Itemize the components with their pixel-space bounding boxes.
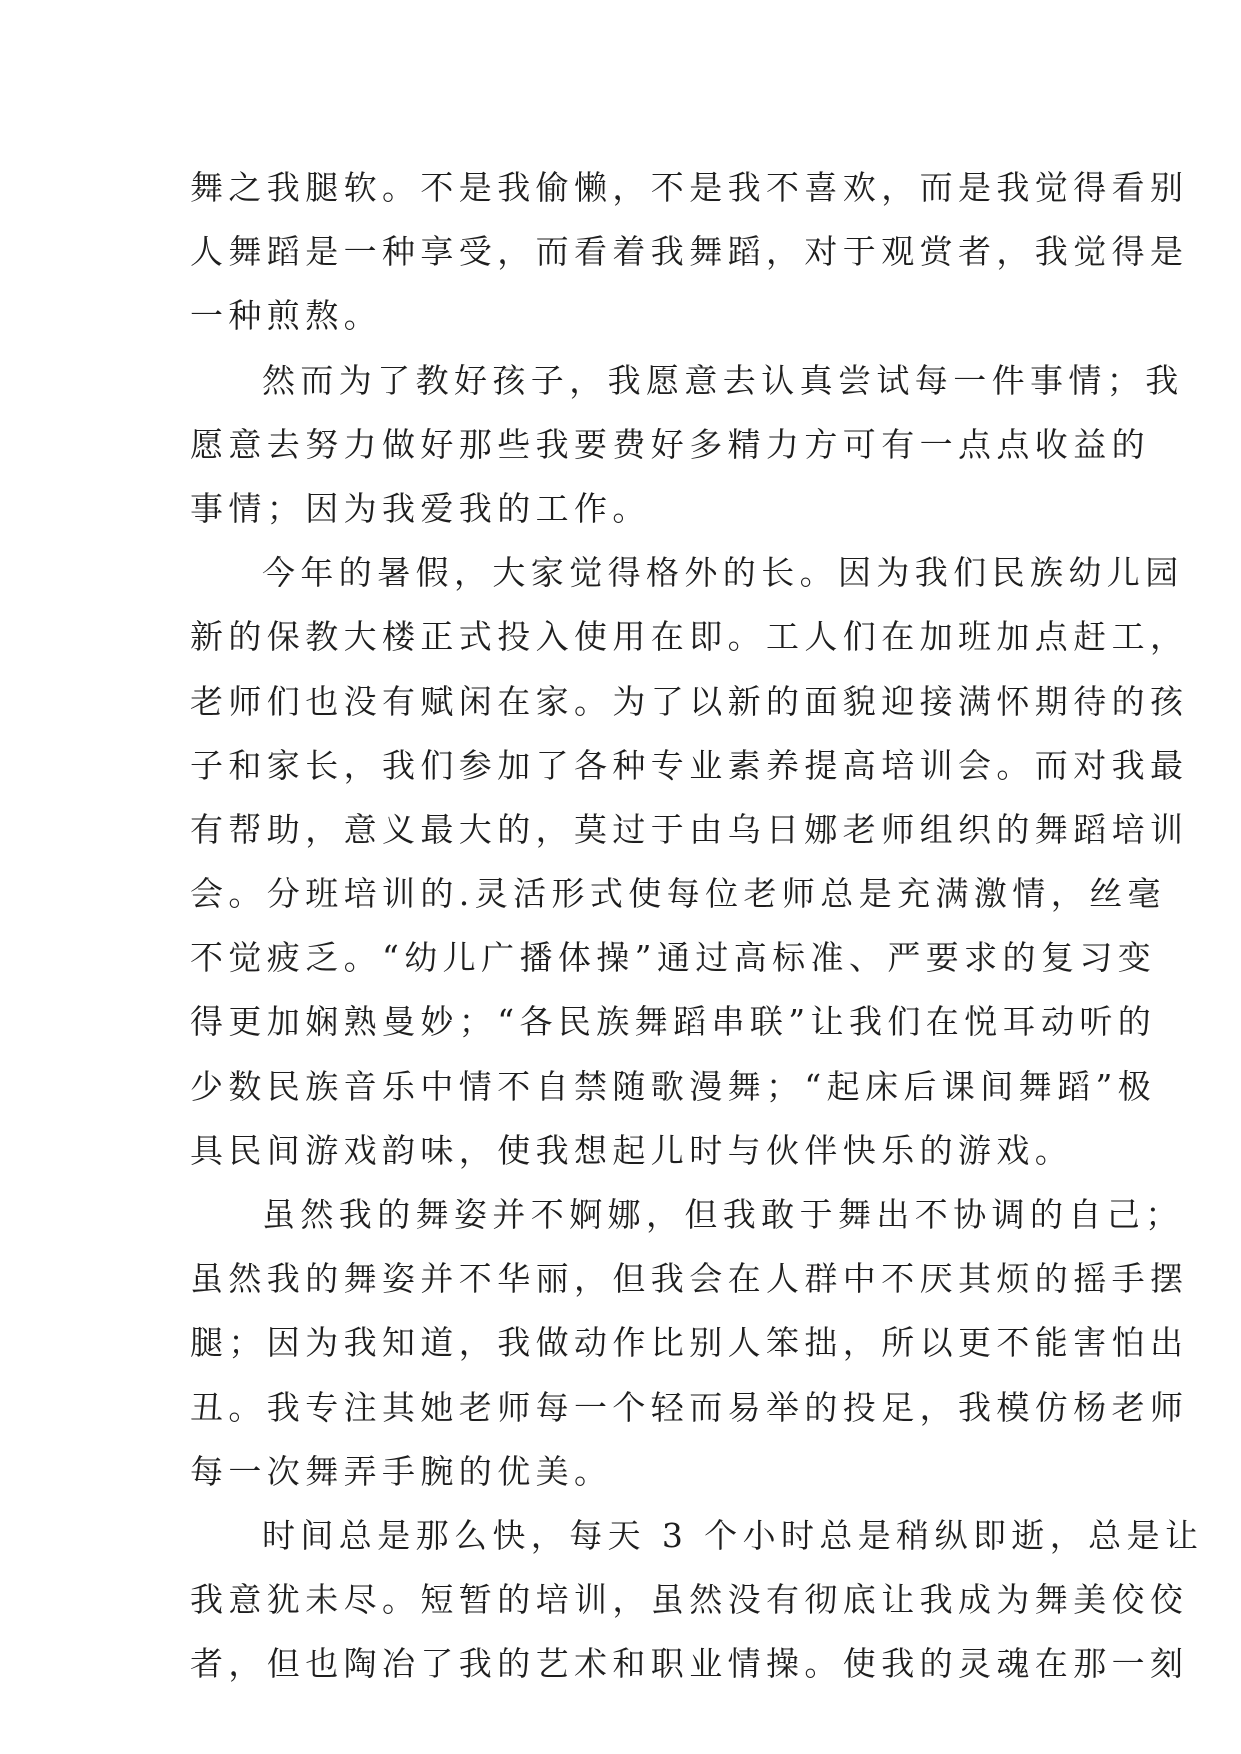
text-line: 者，但也陶冶了我的艺术和职业情操。使我的灵魂在那一刻 xyxy=(190,1644,1189,1684)
text-line: 不觉疲乏。“幼儿广播体操”通过高标准、严要求的复习变 xyxy=(190,938,1157,978)
text-line: 我意犹未尽。短暂的培训，虽然没有彻底让我成为舞美佼佼 xyxy=(190,1580,1189,1620)
text-line: 每一次舞弄手腕的优美。 xyxy=(190,1451,613,1491)
paragraph-first-line: 然而为了教好孩子，我愿意去认真尝试每一件事情；我 xyxy=(262,360,1184,400)
text-line: 腿；因为我知道，我做动作比别人笨拙，所以更不能害怕出 xyxy=(190,1323,1189,1363)
paragraph-first-line: 时间总是那么快，每天 3 个小时总是稍纵即逝，总是让 xyxy=(262,1515,1204,1555)
text-line: 具民间游戏韵味，使我想起儿时与伙伴快乐的游戏。 xyxy=(190,1130,1074,1170)
text-line: 虽然我的舞姿并不华丽，但我会在人群中不厌其烦的摇手摆 xyxy=(190,1259,1189,1299)
text-line: 一种煎熬。 xyxy=(190,296,382,336)
text-line: 会。分班培训的.灵活形式使每位老师总是充满激情，丝毫 xyxy=(190,874,1166,914)
document-body xyxy=(190,156,1204,1697)
text-line: 老师们也没有赋闲在家。为了以新的面貌迎接满怀期待的孩 xyxy=(190,681,1189,721)
text-line: 少数民族音乐中情不自禁随歌漫舞；“起床后课间舞蹈”极 xyxy=(190,1066,1157,1106)
text-line: 舞之我腿软。不是我偷懒，不是我不喜欢，而是我觉得看别 xyxy=(190,168,1189,207)
text-line: 人舞蹈是一种享受，而看着我舞蹈，对于观赏者，我觉得是 xyxy=(190,232,1189,272)
text-line: 愿意去努力做好那些我要费好多精力方可有一点点收益的 xyxy=(190,424,1150,464)
text-line: 有帮助，意义最大的，莫过于由乌日娜老师组织的舞蹈培训 xyxy=(190,809,1189,849)
paragraph-first-line: 虽然我的舞姿并不婀娜，但我敢于舞出不协调的自己； xyxy=(262,1195,1184,1234)
text-line: 事情；因为我爱我的工作。 xyxy=(190,488,651,528)
text-line: 子和家长，我们参加了各种专业素养提高培训会。而对我最 xyxy=(190,745,1189,785)
text-line: 丑。我专注其她老师每一个轻而易举的投足，我模仿杨老师 xyxy=(190,1387,1189,1427)
text-line: 新的保教大楼正式投入使用在即。工人们在加班加点赶工， xyxy=(190,617,1189,657)
paragraph-first-line: 今年的暑假，大家觉得格外的长。因为我们民族幼儿园 xyxy=(262,553,1184,593)
text-line: 得更加娴熟曼妙；“各民族舞蹈串联”让我们在悦耳动听的 xyxy=(190,1002,1157,1042)
